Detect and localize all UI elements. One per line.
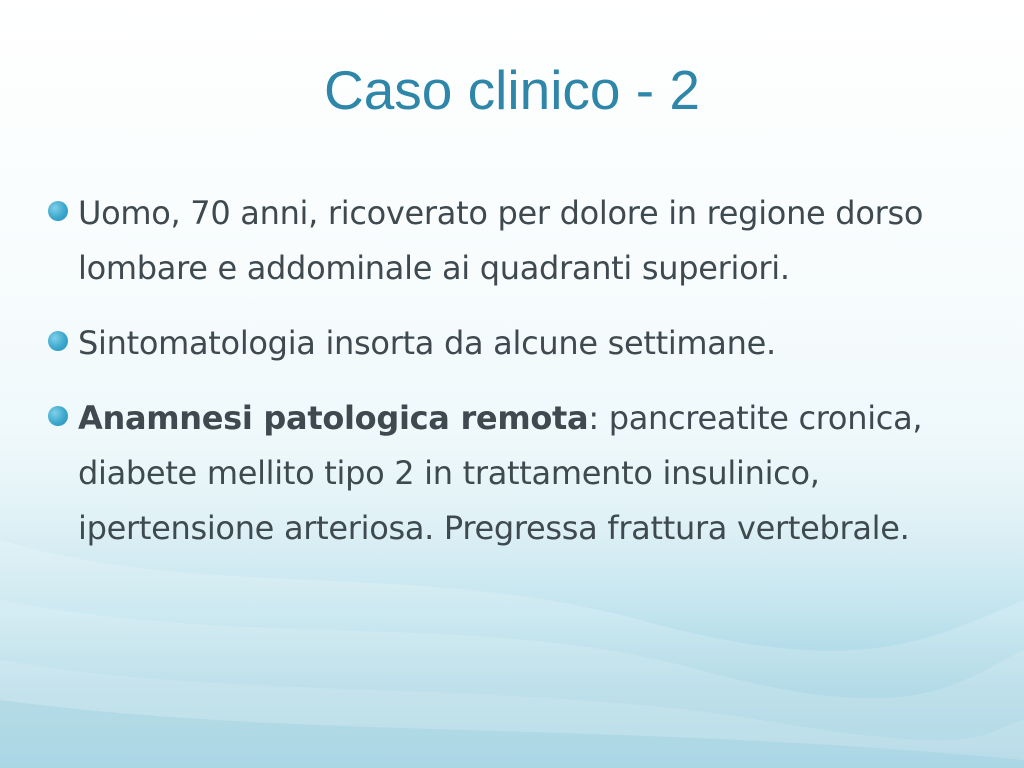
bullet-item [48, 186, 978, 296]
bullet-dot-icon [48, 201, 68, 221]
slide-title: Caso clinico - 2 [324, 59, 700, 121]
bullet-dot-icon [48, 331, 68, 351]
bullet-list [48, 186, 978, 576]
bullet-item [48, 316, 978, 371]
bullet-dot-icon [48, 406, 68, 426]
bullet-bold-heading: Anamnesi patologica remota [78, 399, 589, 437]
bullet-text: Sintomatologia insorta da alcune settimane. [78, 324, 776, 362]
bullet-item [48, 391, 978, 556]
bullet-text: Uomo, 70 anni, ricoverato per dolore in regione dorso lombare e addominale ai quadranti superiori. [78, 194, 924, 287]
bullet-text: : pancreatite cronica, diabete mellito tipo 2 in trattamento insulinico, ipertensione arteriosa. Pregressa frattura vertebrale. [78, 399, 923, 547]
